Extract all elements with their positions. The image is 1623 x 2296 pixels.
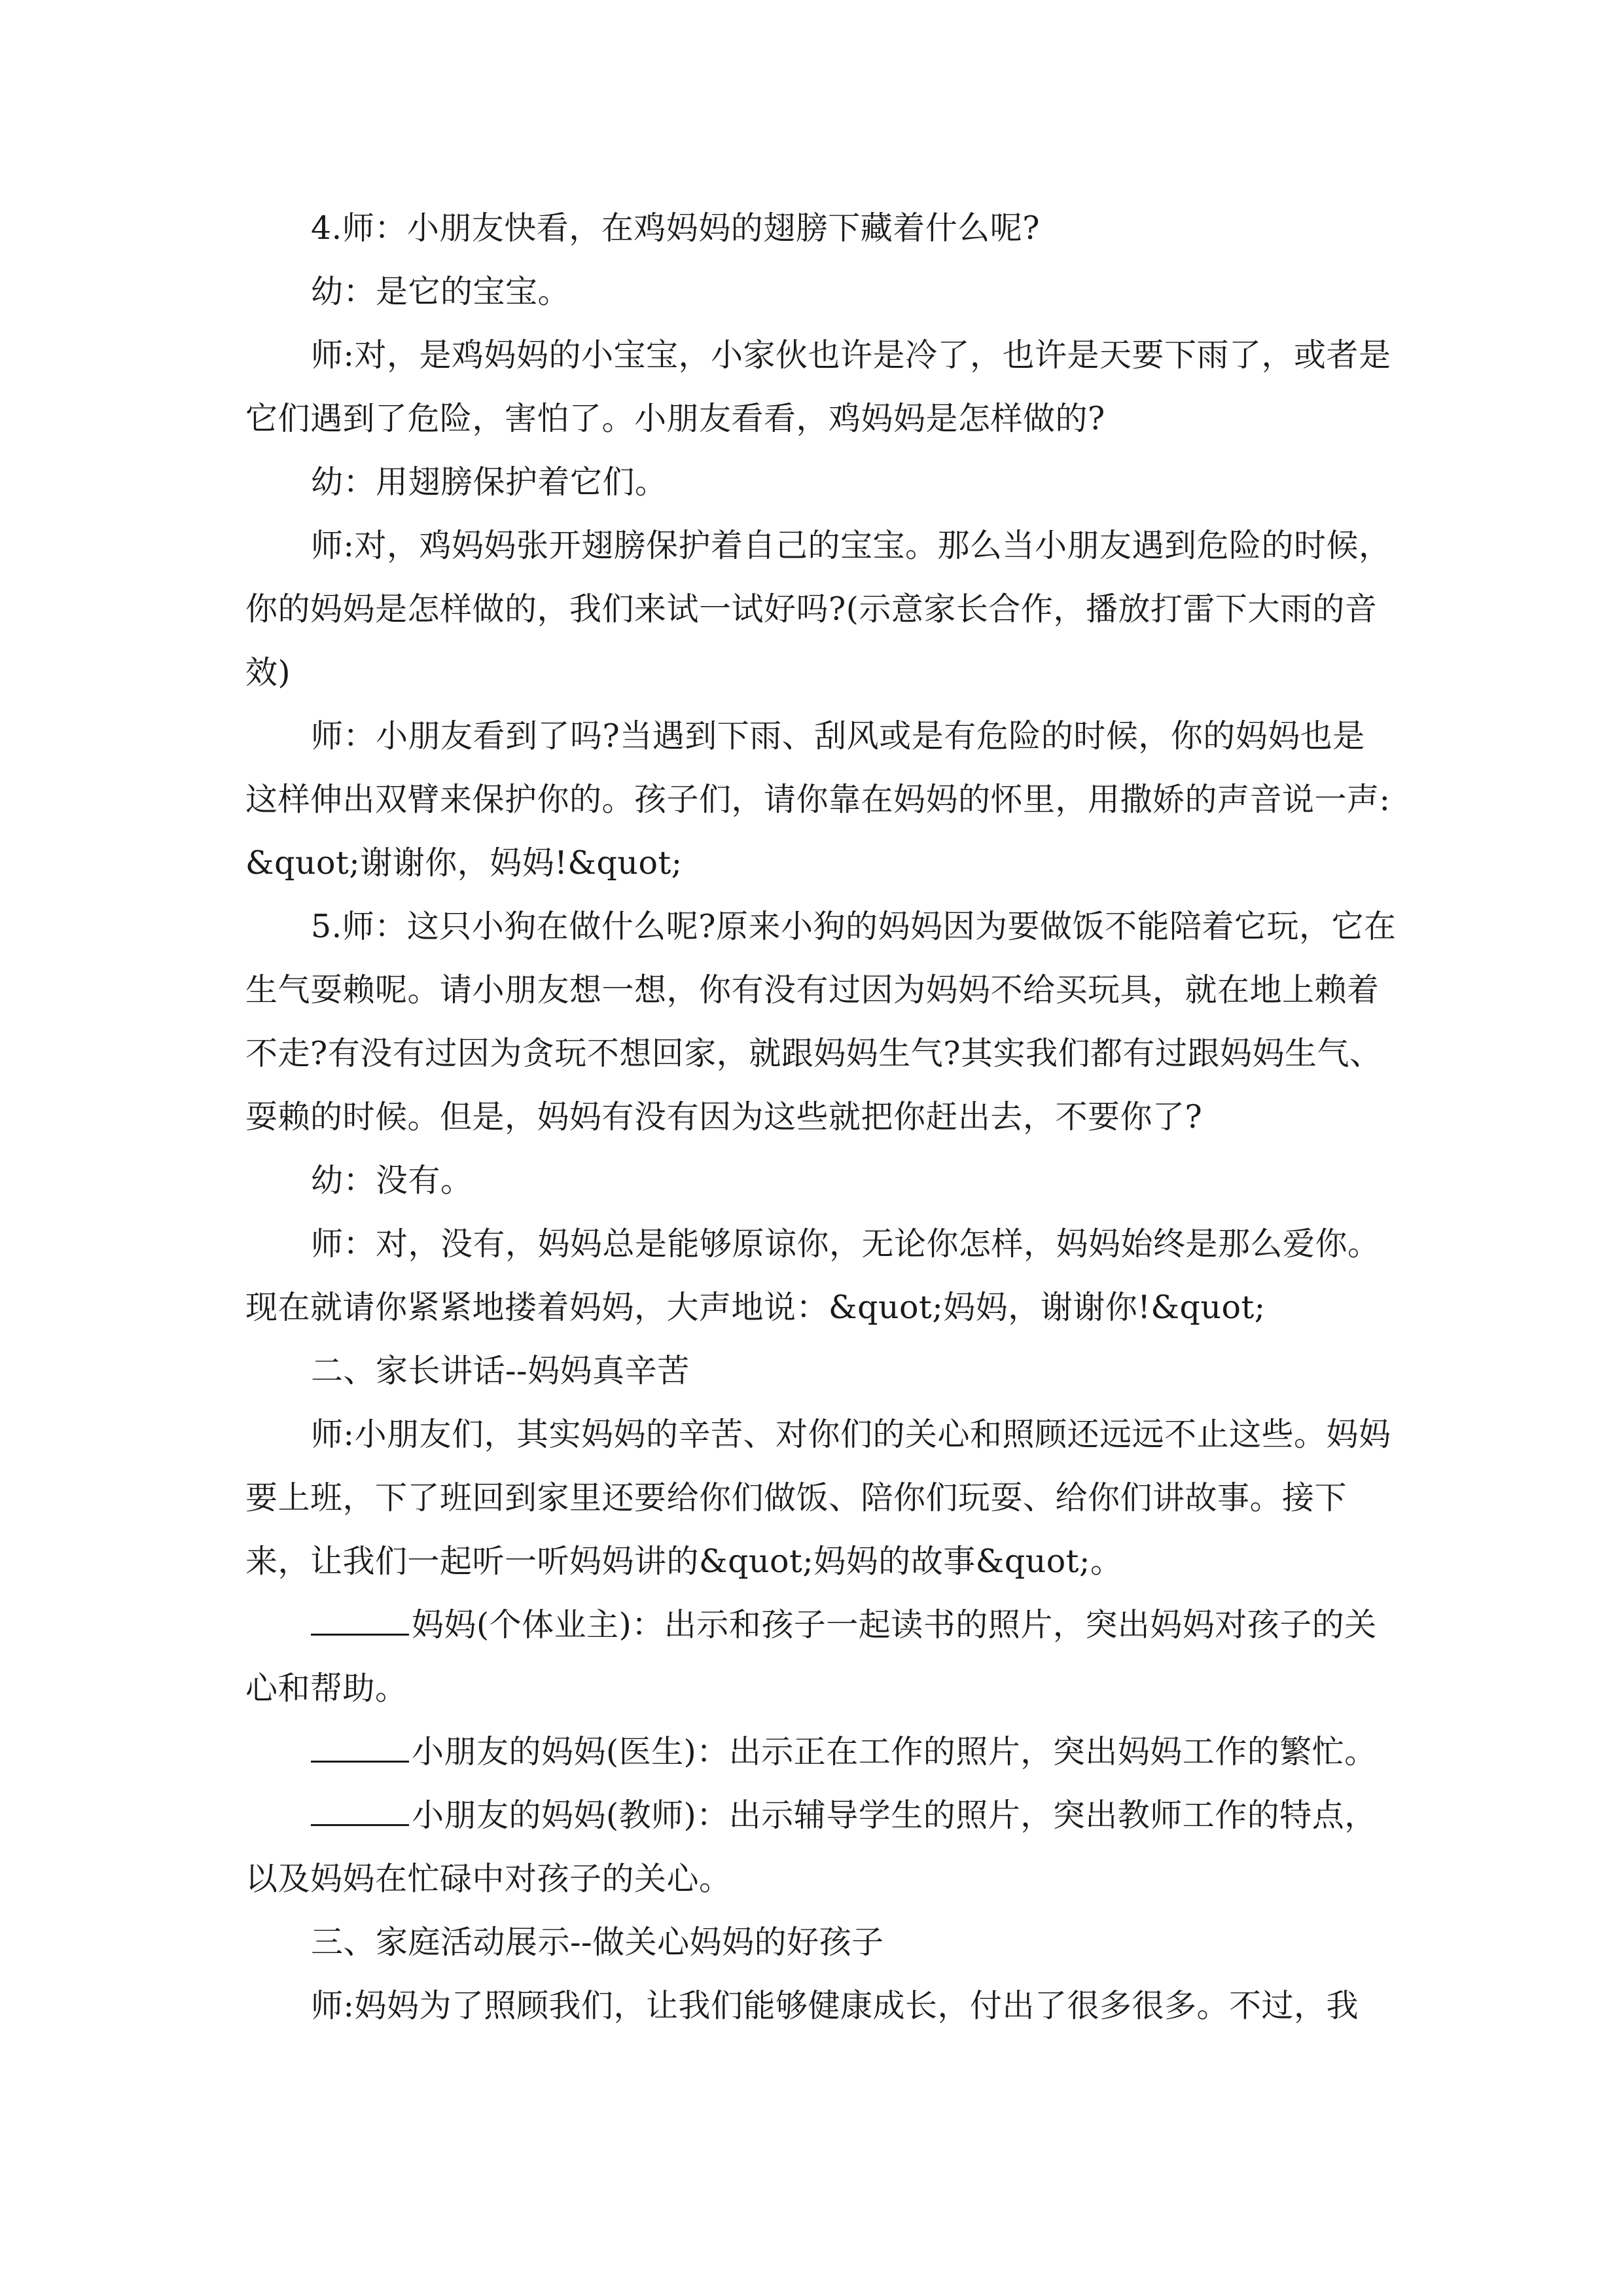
paragraph-1 [245, 196, 1397, 260]
paragraph-16 [245, 1974, 1397, 2037]
paragraph-4 [245, 450, 1397, 514]
paragraph-3 [245, 323, 1397, 450]
section-heading-3 [245, 1910, 1397, 1974]
paragraph-text: 师：小朋友看到了吗?当遇到下雨、刮风或是有危险的时候，你的妈妈也是这样伸出双臂来保护你的。孩子们，请你靠在妈妈的怀里，用撒娇的声音说一声:&quot;谢谢你，妈妈!&quot; [245, 717, 1391, 882]
paragraph-text: 师:妈妈为了照顾我们，让我们能够健康成长，付出了很多很多。不过，我 [311, 1987, 1359, 2024]
paragraph-text: 师:对，是鸡妈妈的小宝宝，小家伙也许是冷了，也许是天要下雨了，或者是它们遇到了危险，害怕了。小朋友看看，鸡妈妈是怎样做的? [245, 336, 1391, 437]
paragraph-6 [245, 704, 1397, 895]
paragraph-8 [245, 1149, 1397, 1212]
document-body [245, 196, 1397, 2037]
paragraph-2 [245, 260, 1397, 323]
paragraph-text: 幼：是它的宝宝。 [311, 273, 571, 310]
section-heading-2 [245, 1339, 1397, 1403]
heading-text: 二、家长讲话--妈妈真辛苦 [311, 1352, 690, 1390]
paragraph-5 [245, 514, 1397, 704]
paragraph-text: 妈妈(个体业主)：出示和孩子一起读书的照片，突出妈妈对孩子的关心和帮助。 [245, 1606, 1377, 1707]
paragraph-13 [245, 1720, 1397, 1784]
paragraph-text: 师：对，没有，妈妈总是能够原谅你，无论你怎样，妈妈始终是那么爱你。现在就请你紧紧地搂着妈妈，大声地说：&quot;妈妈，谢谢你!&quot; [245, 1225, 1380, 1326]
paragraph-text: 师:对，鸡妈妈张开翅膀保护着自己的宝宝。那么当小朋友遇到危险的时候，你的妈妈是怎样做的，我们来试一试好吗?(示意家长合作，播放打雷下大雨的音效) [245, 527, 1391, 691]
paragraph-text: 小朋友的妈妈(医生)：出示正在工作的照片，突出妈妈工作的繁忙。 [412, 1733, 1377, 1770]
paragraph-9 [245, 1212, 1397, 1339]
paragraph-7 [245, 895, 1397, 1149]
heading-text: 三、家庭活动展示--做关心妈妈的好孩子 [311, 1924, 884, 1961]
paragraph-text: 幼：没有。 [311, 1162, 473, 1199]
paragraph-text: 4.师：小朋友快看，在鸡妈妈的翅膀下藏着什么呢? [311, 209, 1041, 247]
fill-in-blank [311, 1605, 409, 1636]
paragraph-14 [245, 1784, 1397, 1910]
paragraph-11 [245, 1403, 1397, 1593]
paragraph-text: 幼：用翅膀保护着它们。 [311, 463, 668, 501]
paragraph-text: 5.师：这只小狗在做什么呢?原来小狗的妈妈因为要做饭不能陪着它玩，它在生气耍赖呢。请小朋友想一想，你有没有过因为妈妈不给买玩具，就在地上赖着不走?有没有过因为贪玩不想回家，就跟妈妈生气?其实我们都有过跟妈妈生气、耍赖的时候。但是，妈妈有没有因为这些就把你赶出去，不要你了? [245, 908, 1397, 1136]
fill-in-blank [311, 1795, 409, 1826]
paragraph-text: 小朋友的妈妈(教师)：出示辅导学生的照片，突出教师工作的特点，以及妈妈在忙碌中对孩子的关心。 [245, 1797, 1377, 1897]
fill-in-blank [311, 1732, 409, 1763]
paragraph-text: 师:小朋友们，其实妈妈的辛苦、对你们的关心和照顾还远远不止这些。妈妈要上班，下了班回到家里还要给你们做饭、陪你们玩耍、给你们讲故事。接下来，让我们一起听一听妈妈讲的&quot;妈妈的故事&quot;。 [245, 1416, 1391, 1580]
paragraph-12 [245, 1593, 1397, 1720]
